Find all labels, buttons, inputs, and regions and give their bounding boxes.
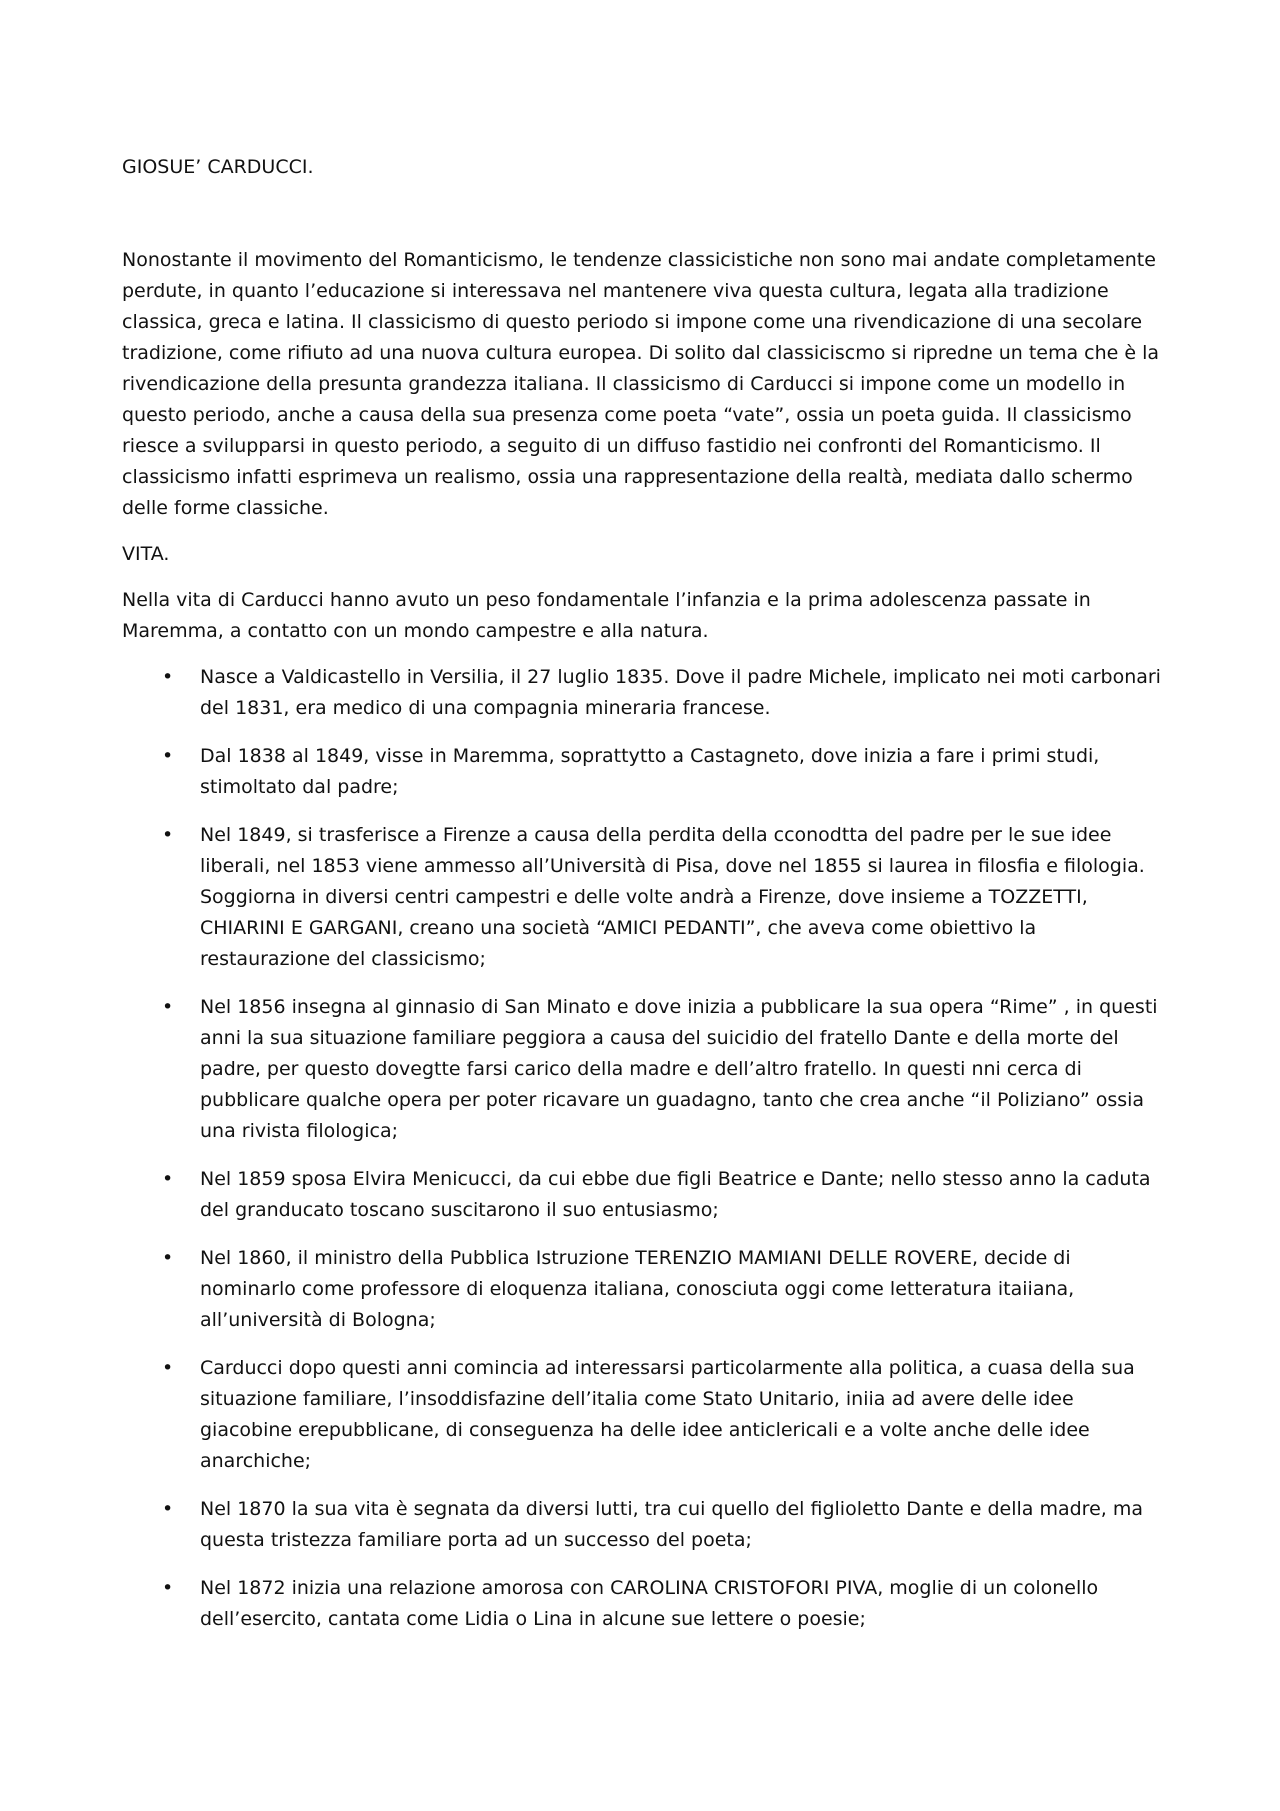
list-item <box>122 741 1162 803</box>
document-title: GIOSUE’ CARDUCCI. <box>122 156 314 178</box>
bullet-icon: • <box>162 1247 174 1269</box>
list-item-text: Nel 1856 insegna al ginnasio di San Minato e dove inizia a pubblicare la sua opera “Rime” , in questi anni la sua situazione familiare peggiora a causa del suicidio del fratello Dante e della morte del padre, per questo dovegtte farsi carico della madre e dell’altro fratello. In questi nni cerca di pubblicare qualche opera per poter ricavare un guadagno, tanto che crea anche “il Poliziano” ossia una rivista filologica; <box>200 996 1158 1142</box>
list-item <box>122 1353 1162 1477</box>
bullet-icon: • <box>162 666 174 688</box>
list-item-text: Nasce a Valdicastello in Versilia, il 27 luglio 1835. Dove il padre Michele, implicato nei moti carbonari del 1831, era medico di una compagnia mineraria francese. <box>200 666 1161 719</box>
intro-paragraph: Nonostante il movimento del Romanticismo, le tendenze classicistiche non sono mai andate completamente perdute, in quanto l’educazione si interessava nel mantenere viva questa cultura, legata alla tradizione classica, greca e latina. Il classicismo di questo periodo si impone come una rivendicazione di una secolare tradizione, come rifiuto ad una nuova cultura europea. Di solito dal classiciscmo si ripredne un tema che è la rivendicazione della presunta grandezza italiana. Il classicismo di Carducci si impone come un modello in questo periodo, anche a causa della sua presenza come poeta “vate”, ossia un poeta guida. Il classicismo riesce a svilupparsi in questo periodo, a seguito di un diffuso fastidio nei confronti del Romanticismo. Il classicismo infatti esprimeva un realismo, ossia una rappresentazione della realtà, mediata dallo schermo delle forme classiche. <box>122 249 1160 519</box>
document-body <box>122 152 1162 1652</box>
list-item-text: Nel 1870 la sua vita è segnata da diversi lutti, tra cui quello del figlioletto Dante e della madre, ma questa tristezza familiare porta ad un successo del poeta; <box>200 1498 1143 1551</box>
vita-intro-paragraph: Nella vita di Carducci hanno avuto un peso fondamentale l’infanzia e la prima adolescenza passate in Maremma, a contatto con un mondo campestre e alla natura. <box>122 589 1091 642</box>
list-item <box>122 820 1162 975</box>
list-item-text: Nel 1859 sposa Elvira Menicucci, da cui ebbe due figli Beatrice e Dante; nello stesso anno la caduta del granducato toscano suscitarono il suo entusiasmo; <box>200 1168 1151 1221</box>
bullet-icon: • <box>162 1577 174 1599</box>
bullet-icon: • <box>162 1498 174 1520</box>
bullet-icon: • <box>162 996 174 1018</box>
list-item <box>122 1573 1162 1635</box>
list-item-text: Nel 1849, si trasferisce a Firenze a causa della perdita della cconodtta del padre per le sue idee liberali, nel 1853 viene ammesso all’Università di Pisa, dove nel 1855 si laurea in filosfia e filologia. Soggiorna in diversi centri campestri e delle volte andrà a Firenze, dove insieme a TOZZETTI, CHIARINI E GARGANI, creano una società “AMICI PEDANTI”, che aveva come obiettivo la restaurazione del classicismo; <box>200 824 1145 970</box>
bullet-icon: • <box>162 745 174 767</box>
list-item-text: Nel 1860, il ministro della Pubblica Istruzione TERENZIO MAMIANI DELLE ROVERE, decide di nominarlo come professore di eloquenza italiana, conosciuta oggi come letteratura itaiiana, all’università di Bologna; <box>200 1247 1075 1331</box>
list-item <box>122 992 1162 1147</box>
list-item <box>122 1243 1162 1336</box>
list-item-text: Dal 1838 al 1849, visse in Maremma, soprattytto a Castagneto, dove inizia a fare i primi studi, stimoltato dal padre; <box>200 745 1100 798</box>
list-item <box>122 662 1162 724</box>
biography-list <box>122 662 1162 1635</box>
bullet-icon: • <box>162 1168 174 1190</box>
bullet-icon: • <box>162 824 174 846</box>
list-item <box>122 1164 1162 1226</box>
list-item-text: Nel 1872 inizia una relazione amorosa con CAROLINA CRISTOFORI PIVA, moglie di un colonello dell’esercito, cantata come Lidia o Lina in alcune sue lettere o poesie; <box>200 1577 1099 1630</box>
list-item-text: Carducci dopo questi anni comincia ad interessarsi particolarmente alla politica, a cuasa della sua situazione familiare, l’insoddisfazine dell’italia come Stato Unitario, iniia ad avere delle idee giacobine erepubblicane, di conseguenza ha delle idee anticlericali e a volte anche delle idee anarchiche; <box>200 1357 1135 1472</box>
section-heading-vita: VITA. <box>122 543 170 565</box>
list-item <box>122 1494 1162 1556</box>
bullet-icon: • <box>162 1357 174 1379</box>
